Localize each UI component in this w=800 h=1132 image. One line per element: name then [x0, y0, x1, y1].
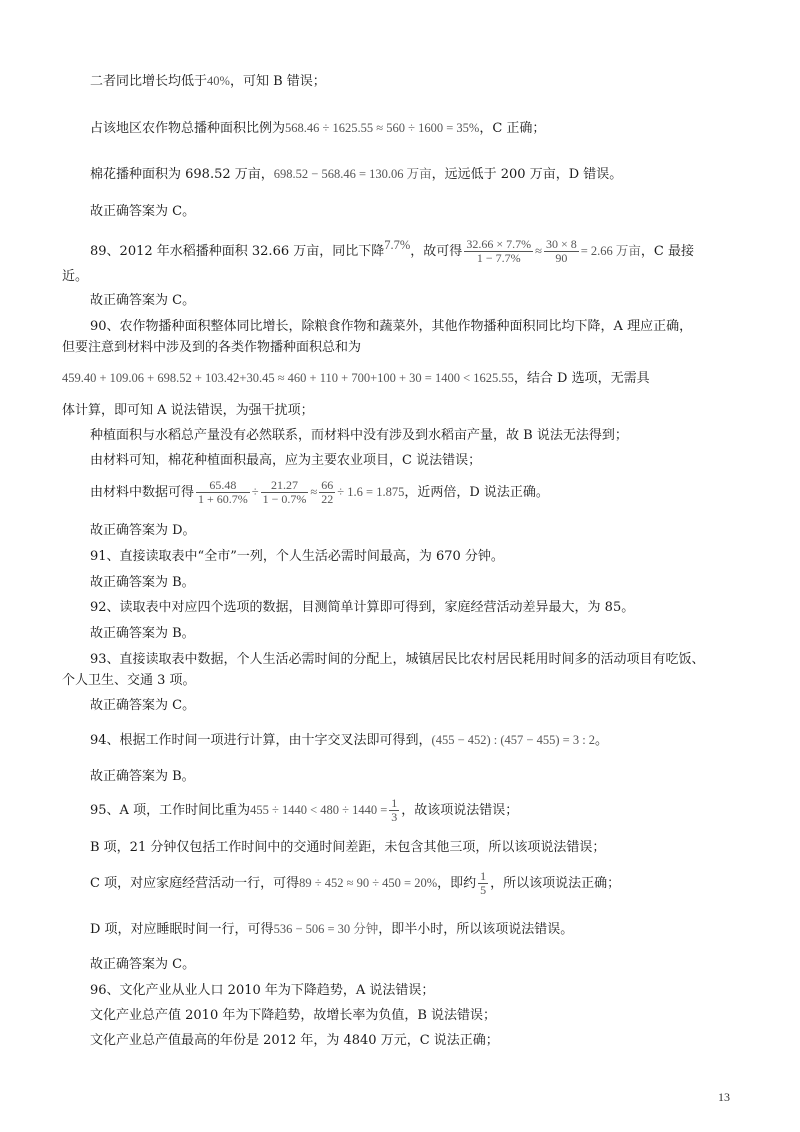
math-inline: 536 − 506 = 30 分钟 [273, 922, 379, 936]
answer-line: 故正确答案为 B。 [90, 626, 195, 641]
fraction: $\frac{1}{3}$ [391, 796, 398, 824]
answer-line: 故正确答案为 B。 [90, 575, 195, 590]
math-inline: 698.52 − 568.46 = 130.06 万亩 [273, 167, 432, 181]
fraction: $\frac{21.27}{1 - 0.7\%}$ [262, 478, 307, 506]
fraction: $\frac{1}{5}$ [480, 869, 487, 897]
question-96-line1: 96、文化产业从业人口 2010 年为下降趋势，A 说法错误； [90, 983, 435, 998]
question-91: 91、直接读取表中“全市”一列，个人生活必需时间最高，为 670 分钟。 [90, 549, 504, 564]
answer-line: 故正确答案为 C。 [90, 698, 196, 713]
math-inline: 40% [207, 74, 230, 88]
question-94: 94、根据工作时间一项进行计算，由十字交叉法即可得到，(455 − 452) : (457 − 455) = 3 : 2。 [90, 733, 609, 748]
answer-line: 故正确答案为 C。 [90, 204, 196, 219]
math-inline: 89 ÷ 452 ≈ 90 ÷ 450 = 20% [299, 876, 438, 890]
question-95-c: C 项，对应家庭经营活动一行，可得89 ÷ 452 ≈ 90 ÷ 450 = 20%，即约 $\frac{1}{5}$ ，所以该项说法正确； [90, 869, 621, 897]
question-95-a: 95、A 项，工作时间比重为455 ÷ 1440 < 480 ÷ 1440 = $\frac{1}{3}$ ，故该项说法错误； [90, 796, 519, 824]
question-90-line6: 由材料可知，棉花种植面积最高，应为主要农业项目，C 说法错误； [90, 453, 482, 468]
math-inline: 455 ÷ 1440 < 480 ÷ 1440 = [250, 803, 388, 817]
question-90-line4: 体计算，即可知 A 说法错误，为强干扰项； [62, 403, 314, 418]
line-b-wrong: 二者同比增长均低于40%，可知 B 错误； [90, 74, 326, 89]
answer-line: 故正确答案为 C。 [90, 293, 196, 308]
question-95-b: B 项，21 分钟仅包括工作时间中的交通时间差距，未包含其他三项，所以该项说法错误； [90, 840, 606, 855]
question-93-line2: 个人卫生、交通 3 项。 [62, 673, 196, 688]
answer-line: 故正确答案为 D。 [90, 523, 196, 538]
question-96-line3: 文化产业总产值最高的年份是 2012 年，为 4840 万元，C 说法正确； [90, 1033, 499, 1048]
fraction: $\frac{32.66 \times 7.7\%}{1 - 7.7\%}$ [466, 237, 532, 265]
fraction: $\frac{66}{22}$ [321, 478, 334, 506]
math-inline: 568.46 ÷ 1625.55 ≈ 560 ÷ 1600 = 35% [285, 121, 480, 135]
page-number: 13 [718, 1090, 730, 1104]
fraction: $\frac{30 \times 8}{90}$ [545, 237, 577, 265]
answer-line: 故正确答案为 C。 [90, 957, 196, 972]
question-89-cont: 近。 [62, 269, 89, 284]
question-89: 89、2012 年水稻播种面积 32.66 万亩，同比下降7.7%，故可得 $\frac{32.66 \times 7.7\%}{1 - 7.7\%}$ ≈ $\frac{30 \times 8}{90}$ = 2.66 万亩，C 最接 [90, 237, 695, 265]
question-92: 92、读取表中对应四个选项的数据，目测简单计算即可得到，家庭经营活动差异最大，为 85。 [90, 600, 635, 615]
answer-line: 故正确答案为 B。 [90, 769, 195, 784]
math-inline: 459.40 + 109.06 + 698.52 + 103.42+30.45 ≈ 460 + 110 + 700+100 + 30 = 1400 < 1625.55 [62, 371, 514, 385]
question-95-d: D 项，对应睡眠时间一行，可得536 − 506 = 30 分钟，即半小时，所以该项说法错误。 [90, 922, 574, 937]
question-90-line1: 90、农作物播种面积整体同比增长，除粮食作物和蔬菜外，其他作物播种面积同比均下降，A 理应正确， [90, 319, 693, 334]
line-d-wrong: 棉花播种面积为 698.52 万亩，698.52 − 568.46 = 130.06 万亩，远远低于 200 万亩，D 错误。 [90, 167, 623, 182]
question-90-line5: 种植面积与水稻总产量没有必然联系，而材料中没有涉及到水稻亩产量，故 B 说法无法得到； [90, 428, 628, 443]
question-90-line7: 由材料中数据可得 $\frac{65.48}{1 + 60.7\%}$ ÷ $\frac{21.27}{1 - 0.7\%}$ ≈ $\frac{66}{22}$ ÷ 1.6 = 1.875，近两倍，D 说法正确。 [90, 478, 549, 506]
line-c-correct: 占该地区农作物总播种面积比例为568.46 ÷ 1625.55 ≈ 560 ÷ 1600 = 35%，C 正确； [90, 121, 546, 136]
question-96-line2: 文化产业总产值 2010 年为下降趋势，故增长率为负值，B 说法错误； [90, 1008, 497, 1023]
question-90-line3: 459.40 + 109.06 + 698.52 + 103.42+30.45 ≈ 460 + 110 + 700+100 + 30 = 1400 < 1625.55，结合 D 选项，无需具 [62, 371, 650, 386]
math-inline: (455 − 452) : (457 − 455) = 3 : 2 [431, 733, 596, 747]
question-90-line2: 但要注意到材料中涉及到的各类作物播种面积总和为 [62, 340, 362, 355]
fraction: $\frac{65.48}{1 + 60.7\%}$ [198, 478, 248, 506]
question-93-line1: 93、直接读取表中数据，个人生活必需时间的分配上，城镇居民比农村居民耗用时间多的活动项目有吃饭、 [90, 652, 705, 667]
